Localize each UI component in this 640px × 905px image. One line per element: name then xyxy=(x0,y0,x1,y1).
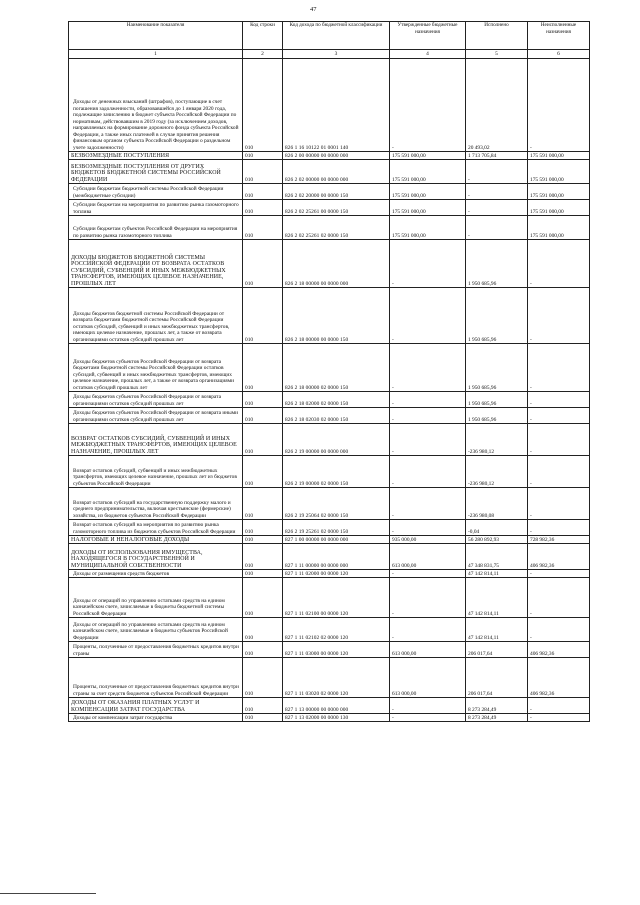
header-approved: Утвержденные бюджетные назначения xyxy=(390,22,466,50)
column-number: 5 xyxy=(466,50,528,59)
row-kbk: 826 2 19 00000 00 0000 000 xyxy=(283,424,390,456)
row-kbk: 826 2 18 00000 00 0000 150 xyxy=(283,288,390,344)
header-row xyxy=(69,22,590,50)
row-kbk: 827 1 11 03020 02 0000 120 xyxy=(283,658,390,698)
row-approved: 175 591 000,00 xyxy=(390,200,466,216)
table-row xyxy=(69,424,590,456)
row-executed: 1 950 685,96 xyxy=(466,240,528,288)
row-unexecuted: - xyxy=(528,456,590,488)
row-kbk: 827 1 11 02100 00 0000 120 xyxy=(283,578,390,618)
table-row xyxy=(69,714,590,722)
row-approved: 175 591 000,00 xyxy=(390,216,466,240)
row-line-code: 010 xyxy=(243,240,283,288)
row-unexecuted: 406 982,36 xyxy=(528,544,590,570)
row-executed: 20 493,02 xyxy=(466,59,528,152)
row-line-code: 010 xyxy=(243,200,283,216)
row-name: ДОХОДЫ ОТ ИСПОЛЬЗОВАНИЯ ИМУЩЕСТВА, НАХОДЯЩЕГОСЯ В ГОСУДАРСТВЕННОЙ И МУНИЦИПАЛЬНОЙ СОБСТВЕННОСТИ xyxy=(69,544,243,570)
table-row xyxy=(69,578,590,618)
row-unexecuted: 175 591 000,00 xyxy=(528,216,590,240)
table-row xyxy=(69,392,590,408)
table-row xyxy=(69,240,590,288)
row-name: Возврат остатков субсидий на государственную поддержку малого и среднего предпринимательства, включая крестьянские (фермерские) хозяйства, из бюджетов субъектов Российской Федерации xyxy=(69,488,243,520)
row-kbk: 827 1 11 02000 00 0000 120 xyxy=(283,570,390,578)
row-unexecuted: - xyxy=(528,714,590,722)
row-line-code: 010 xyxy=(243,488,283,520)
row-approved: 175 591 000,00 xyxy=(390,152,466,160)
row-kbk: 826 2 02 20000 00 0000 150 xyxy=(283,184,390,200)
row-unexecuted: - xyxy=(528,698,590,714)
table-row xyxy=(69,408,590,424)
row-executed: 47 142 814,11 xyxy=(466,570,528,578)
row-line-code: 010 xyxy=(243,344,283,392)
row-executed: - xyxy=(466,160,528,184)
table-row xyxy=(69,200,590,216)
row-executed: 1 950 685,96 xyxy=(466,408,528,424)
table-row xyxy=(69,344,590,392)
row-line-code: 010 xyxy=(243,714,283,722)
row-unexecuted: 406 982,36 xyxy=(528,658,590,698)
table-row xyxy=(69,618,590,642)
header-kbk: Код дохода по бюджетной классификации xyxy=(283,22,390,50)
row-approved: - xyxy=(390,288,466,344)
row-name: Доходы бюджетов бюджетной системы Российской Федерации от возврата бюджетами бюджетной системы Российской Федерации остатков субсидий, субвенций и иных межбюджетных трансфертов, имеющих целевое назначение, прошлых лет, а также от возврата организациями остатков субсидий прошлых лет xyxy=(69,288,243,344)
row-executed: 1 713 705,84 xyxy=(466,152,528,160)
row-name: Доходы от компенсации затрат государства xyxy=(69,714,243,722)
row-line-code: 010 xyxy=(243,570,283,578)
row-name: Субсидии бюджетам субъектов Российской Федерации на мероприятия по развитию рынка газомоторного топлива xyxy=(69,216,243,240)
row-kbk: 826 2 18 00000 00 0000 000 xyxy=(283,240,390,288)
column-number: 1 xyxy=(69,50,243,59)
table-row xyxy=(69,216,590,240)
income-report-table xyxy=(68,21,590,722)
table-row xyxy=(69,488,590,520)
row-name: Доходы бюджетов субъектов Российской Федерации от возврата организациями остатков субсидий прошлых лет xyxy=(69,392,243,408)
header-unexecuted: Неисполненные назначения xyxy=(528,22,590,50)
page-number: 47 xyxy=(310,6,317,13)
column-number: 2 xyxy=(243,50,283,59)
row-kbk: 826 2 18 02000 02 0000 150 xyxy=(283,392,390,408)
row-kbk: 827 1 11 03000 00 0000 120 xyxy=(283,642,390,658)
row-name: Доходы бюджетов субъектов Российской Федерации от возврата бюджетами бюджетной системы Российской Федерации остатков субсидий, субвенций и иных межбюджетных трансфертов, имеющих целевое назначение, прошлых лет, а также от возврата организациями остатков субсидий прошлых лет xyxy=(69,344,243,392)
row-executed: - xyxy=(466,184,528,200)
column-number: 4 xyxy=(390,50,466,59)
row-unexecuted: - xyxy=(528,408,590,424)
row-line-code: 010 xyxy=(243,160,283,184)
header-line-code: Код строки xyxy=(243,22,283,50)
row-line-code: 010 xyxy=(243,392,283,408)
row-line-code: 010 xyxy=(243,288,283,344)
table-row xyxy=(69,658,590,698)
header-name: Наименование показателя xyxy=(69,22,243,50)
row-name: ДОХОДЫ БЮДЖЕТОВ БЮДЖЕТНОЙ СИСТЕМЫ РОССИЙСКОЙ ФЕДЕРАЦИИ ОТ ВОЗВРАТА ОСТАТКОВ СУБСИДИЙ, СУБВЕНЦИЙ И ИНЫХ МЕЖБЮДЖЕТНЫХ ТРАНСФЕРТОВ, ИМЕЮЩИХ ЦЕЛЕВОЕ НАЗНАЧЕНИЕ, ПРОШЛЫХ ЛЕТ xyxy=(69,240,243,288)
row-kbk: 827 1 13 00000 00 0000 000 xyxy=(283,698,390,714)
row-executed: -236 980,12 xyxy=(466,424,528,456)
row-name: Проценты, полученные от предоставления бюджетных кредитов внутри страны xyxy=(69,642,243,658)
row-line-code: 010 xyxy=(243,520,283,536)
row-executed: 8 273 284,49 xyxy=(466,698,528,714)
row-kbk: 826 2 18 02030 02 0000 150 xyxy=(283,408,390,424)
row-approved: - xyxy=(390,424,466,456)
row-kbk: 827 1 11 00000 00 0000 000 xyxy=(283,544,390,570)
row-line-code: 010 xyxy=(243,658,283,698)
row-line-code: 010 xyxy=(243,642,283,658)
row-kbk: 826 2 02 25261 02 0000 150 xyxy=(283,216,390,240)
row-kbk: 826 2 02 25261 00 0000 150 xyxy=(283,200,390,216)
row-unexecuted: - xyxy=(528,240,590,288)
table-row xyxy=(69,184,590,200)
row-kbk: 826 2 19 00000 02 0000 150 xyxy=(283,456,390,488)
row-executed: 206 017,64 xyxy=(466,658,528,698)
row-name: НАЛОГОВЫЕ И НЕНАЛОГОВЫЕ ДОХОДЫ xyxy=(69,536,243,544)
row-unexecuted: - xyxy=(528,424,590,456)
row-name: Возврат остатков субсидий, субвенций и иных межбюджетных трансфертов, имеющих целевое назначение, прошлых лет из бюджетов субъектов Российской Федерации xyxy=(69,456,243,488)
row-executed: 47 348 831,75 xyxy=(466,544,528,570)
row-executed: - xyxy=(466,200,528,216)
row-kbk: 826 2 18 00000 02 0000 150 xyxy=(283,344,390,392)
row-approved: - xyxy=(390,344,466,392)
row-executed: -0,04 xyxy=(466,520,528,536)
row-approved: 175 591 000,00 xyxy=(390,184,466,200)
table-row xyxy=(69,59,590,152)
row-unexecuted: - xyxy=(528,520,590,536)
header-executed: Исполнено xyxy=(466,22,528,50)
row-unexecuted: - xyxy=(528,578,590,618)
row-approved: - xyxy=(390,578,466,618)
row-name: Доходы от операций по управлению остатками средств на едином казначейском счете, зачисляемые в бюджеты субъектов Российской Федерации xyxy=(69,618,243,642)
row-line-code: 010 xyxy=(243,216,283,240)
row-line-code: 010 xyxy=(243,698,283,714)
row-unexecuted: - xyxy=(528,570,590,578)
row-line-code: 010 xyxy=(243,536,283,544)
row-executed: 1 950 685,96 xyxy=(466,344,528,392)
row-line-code: 010 xyxy=(243,152,283,160)
footer-rule xyxy=(0,893,96,894)
row-approved: - xyxy=(390,570,466,578)
row-unexecuted: - xyxy=(528,618,590,642)
row-name: БЕЗВОЗМЕЗДНЫЕ ПОСТУПЛЕНИЯ xyxy=(69,152,243,160)
row-executed: 206 017,64 xyxy=(466,642,528,658)
row-unexecuted: - xyxy=(528,288,590,344)
table-row xyxy=(69,536,590,544)
row-name: Доходы от операций по управлению остатками средств на едином казначейском счете, зачисляемые в бюджеты бюджетной системы Российской Федерации xyxy=(69,578,243,618)
row-approved: - xyxy=(390,488,466,520)
table-row xyxy=(69,698,590,714)
row-kbk: 827 1 11 02102 02 0000 120 xyxy=(283,618,390,642)
row-executed: 47 142 814,11 xyxy=(466,578,528,618)
row-approved: - xyxy=(390,618,466,642)
row-approved: 935 000,00 xyxy=(390,536,466,544)
row-approved: - xyxy=(390,240,466,288)
row-line-code: 010 xyxy=(243,424,283,456)
table-row xyxy=(69,570,590,578)
row-approved: 175 591 000,00 xyxy=(390,160,466,184)
row-executed: -236 980,08 xyxy=(466,488,528,520)
table-row xyxy=(69,288,590,344)
row-unexecuted: 175 591 000,00 xyxy=(528,184,590,200)
row-kbk: 827 1 13 02000 00 0000 130 xyxy=(283,714,390,722)
row-executed: 56 280 892,93 xyxy=(466,536,528,544)
row-line-code: 010 xyxy=(243,578,283,618)
row-name: ВОЗВРАТ ОСТАТКОВ СУБСИДИЙ, СУБВЕНЦИЙ И ИНЫХ МЕЖБЮДЖЕТНЫХ ТРАНСФЕРТОВ, ИМЕЮЩИХ ЦЕЛЕВОЕ НАЗНАЧЕНИЕ, ПРОШЛЫХ ЛЕТ xyxy=(69,424,243,456)
column-number-row xyxy=(69,50,590,59)
row-unexecuted: 175 591 000,00 xyxy=(528,200,590,216)
row-executed: - xyxy=(466,216,528,240)
row-unexecuted: - xyxy=(528,344,590,392)
row-executed: 1 950 685,96 xyxy=(466,288,528,344)
row-name: Доходы от размещения средств бюджетов xyxy=(69,570,243,578)
row-name: Проценты, полученные от предоставления бюджетных кредитов внутри страны за счет средств бюджетов субъектов Российской Федерации xyxy=(69,658,243,698)
row-line-code: 010 xyxy=(243,408,283,424)
row-executed: 8 273 284,49 xyxy=(466,714,528,722)
row-unexecuted: 175 591 000,00 xyxy=(528,160,590,184)
row-executed: 1 950 685,96 xyxy=(466,392,528,408)
table-row xyxy=(69,152,590,160)
row-kbk: 826 2 02 00000 00 0000 000 xyxy=(283,160,390,184)
row-approved: - xyxy=(390,392,466,408)
row-approved: - xyxy=(390,520,466,536)
row-line-code: 010 xyxy=(243,59,283,152)
row-name: Субсидии бюджетам бюджетной системы Российской Федерации (межбюджетные субсидии) xyxy=(69,184,243,200)
row-name: Доходы бюджетов субъектов Российской Федерации от возврата иными организациями остатков субсидий прошлых лет xyxy=(69,408,243,424)
row-kbk: 826 2 19 25261 02 0000 150 xyxy=(283,520,390,536)
table-row xyxy=(69,642,590,658)
table-row xyxy=(69,520,590,536)
row-approved: - xyxy=(390,698,466,714)
row-approved: - xyxy=(390,456,466,488)
row-kbk: 826 1 16 10122 01 0001 140 xyxy=(283,59,390,152)
row-line-code: 010 xyxy=(243,184,283,200)
row-approved: 613 000,00 xyxy=(390,658,466,698)
column-number: 3 xyxy=(283,50,390,59)
row-name: Возврат остатков субсидий на мероприятия по развитию рынка газомоторного топлива из бюджетов субъектов Российской Федерации xyxy=(69,520,243,536)
row-unexecuted: - xyxy=(528,392,590,408)
row-unexecuted: 406 982,36 xyxy=(528,642,590,658)
row-line-code: 010 xyxy=(243,544,283,570)
row-executed: -236 980,12 xyxy=(466,456,528,488)
row-line-code: 010 xyxy=(243,618,283,642)
row-unexecuted: 175 591 000,00 xyxy=(528,152,590,160)
row-approved: - xyxy=(390,59,466,152)
row-name: Субсидии бюджетам на мероприятия по развитию рынка газомоторного топлива xyxy=(69,200,243,216)
row-name: БЕЗВОЗМЕЗДНЫЕ ПОСТУПЛЕНИЯ ОТ ДРУГИХ БЮДЖЕТОВ БЮДЖЕТНОЙ СИСТЕМЫ РОССИЙСКОЙ ФЕДЕРАЦИИ xyxy=(69,160,243,184)
row-line-code: 010 xyxy=(243,456,283,488)
row-approved: 613 000,00 xyxy=(390,642,466,658)
column-number: 6 xyxy=(528,50,590,59)
row-kbk: 826 2 00 00000 00 0000 000 xyxy=(283,152,390,160)
row-kbk: 826 2 19 25064 02 0000 150 xyxy=(283,488,390,520)
table-row xyxy=(69,544,590,570)
table-row xyxy=(69,160,590,184)
row-approved: - xyxy=(390,714,466,722)
table-row xyxy=(69,456,590,488)
row-name: ДОХОДЫ ОТ ОКАЗАНИЯ ПЛАТНЫХ УСЛУГ И КОМПЕНСАЦИИ ЗАТРАТ ГОСУДАРСТВА xyxy=(69,698,243,714)
row-approved: - xyxy=(390,408,466,424)
row-unexecuted: 728 982,36 xyxy=(528,536,590,544)
row-unexecuted: - xyxy=(528,59,590,152)
row-unexecuted: - xyxy=(528,488,590,520)
row-approved: 613 000,00 xyxy=(390,544,466,570)
row-kbk: 827 1 00 00000 00 0000 000 xyxy=(283,536,390,544)
row-name: Доходы от денежных взысканий (штрафов), поступающие в счет погашения задолженности, образовавшейся до 1 января 2020 года, подлежащие зачислению в бюджет субъекта Российской Федерации по нормативам, действовавшим в 2019 году (за исключением доходов, направляемых на формирование дорожного фонда субъекта Российской Федерации, а также иных платежей в случае принятия решения финансовым органом субъекта Российской Федерации о раздельном учете задолженности) xyxy=(69,59,243,152)
row-executed: 47 142 814,11 xyxy=(466,618,528,642)
